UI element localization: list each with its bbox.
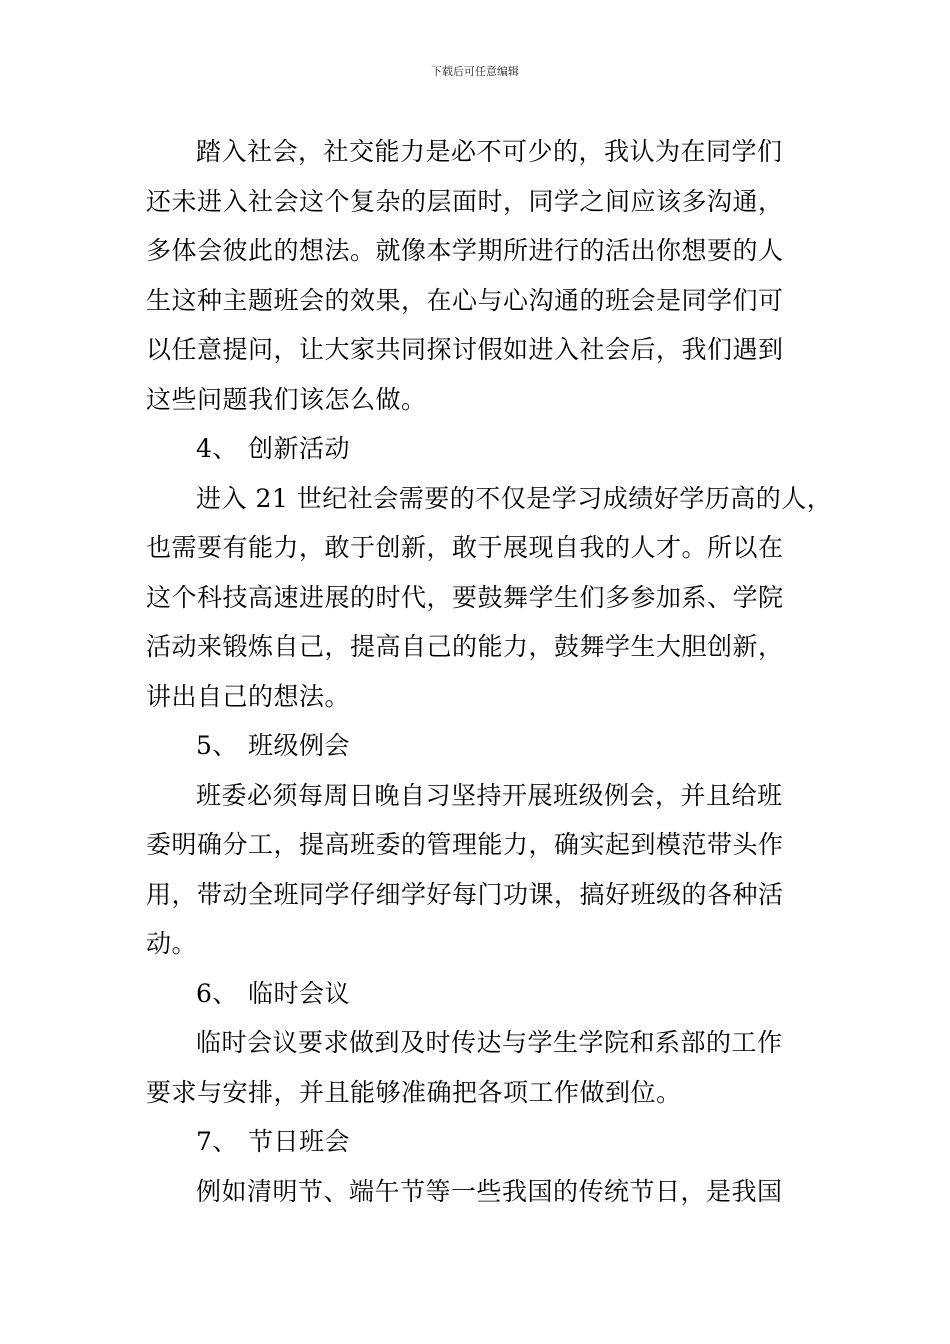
paragraph-line: 委明确分工，提高班委的管理能力，确实起到模范带头作 (146, 830, 784, 859)
paragraph-line: 以任意提问，让大家共同探讨假如进入社会后，我们遇到 (146, 335, 784, 364)
section-number: 6、 (196, 978, 238, 1008)
section-heading-class-meeting (146, 721, 816, 771)
paragraph-line: 临时会议要求做到及时传达与学生学院和系部的工作 (196, 1028, 783, 1057)
paragraph-line: 也需要有能力，敢于创新，敢于展现自我的人才。所以在 (146, 533, 784, 562)
section-number: 5、 (196, 731, 238, 760)
page-header: 下载后可任意编辑 (431, 65, 519, 78)
section-number: 4、 (196, 434, 238, 463)
paragraph-line: 活动来锻炼自己，提高自己的能力，鼓舞学生大胆创新， (146, 632, 784, 661)
paragraph-line: 例如清明节、端午节等一些我国的传统节日，是我国 (196, 1176, 783, 1206)
paragraph-line: 这个科技高速进展的时代，要鼓舞学生们多参加系、学院 (146, 582, 784, 612)
paragraph-line: 多体会彼此的想法。就像本学期所进行的活出你想要的人 (146, 236, 784, 265)
section-number: 7、 (196, 1127, 238, 1156)
paragraph-line: 进入 21 世纪社会需要的不仅是学习成绩好学历高的人， (196, 483, 833, 513)
paragraph-line: 要求与安排，并且能够准确把各项工作做到位。 (146, 1077, 682, 1107)
section-title: 创新活动 (248, 434, 351, 463)
section-heading-holiday-meeting (146, 1117, 816, 1167)
paragraph-line: 讲出自己的想法。 (146, 681, 351, 711)
paragraph-line: 用，带动全班同学仔细学好每门功课，搞好班级的各种活 (146, 879, 784, 909)
section-title: 临时会议 (248, 978, 351, 1008)
paragraph-line: 生这种主题班会的效果，在心与心沟通的班会是同学们可 (146, 285, 784, 315)
section-title: 节日班会 (248, 1127, 351, 1156)
section-heading-temporary-meeting (146, 969, 816, 1019)
paragraph-line: 班委必须每周日晚自习坚持开展班级例会，并且给班 (196, 780, 783, 810)
paragraph-line: 踏入社会，社交能力是必不可少的，我认为在同学们 (196, 137, 783, 166)
document-body (146, 127, 833, 1216)
paragraph-line: 动。 (146, 929, 198, 958)
section-title: 班级例会 (248, 731, 351, 760)
section-heading-innovation (146, 424, 816, 474)
paragraph-line: 还未进入社会这个复杂的层面时，同学之间应该多沟通， (146, 186, 784, 216)
paragraph-line: 这些问题我们该怎么做。 (146, 384, 427, 414)
